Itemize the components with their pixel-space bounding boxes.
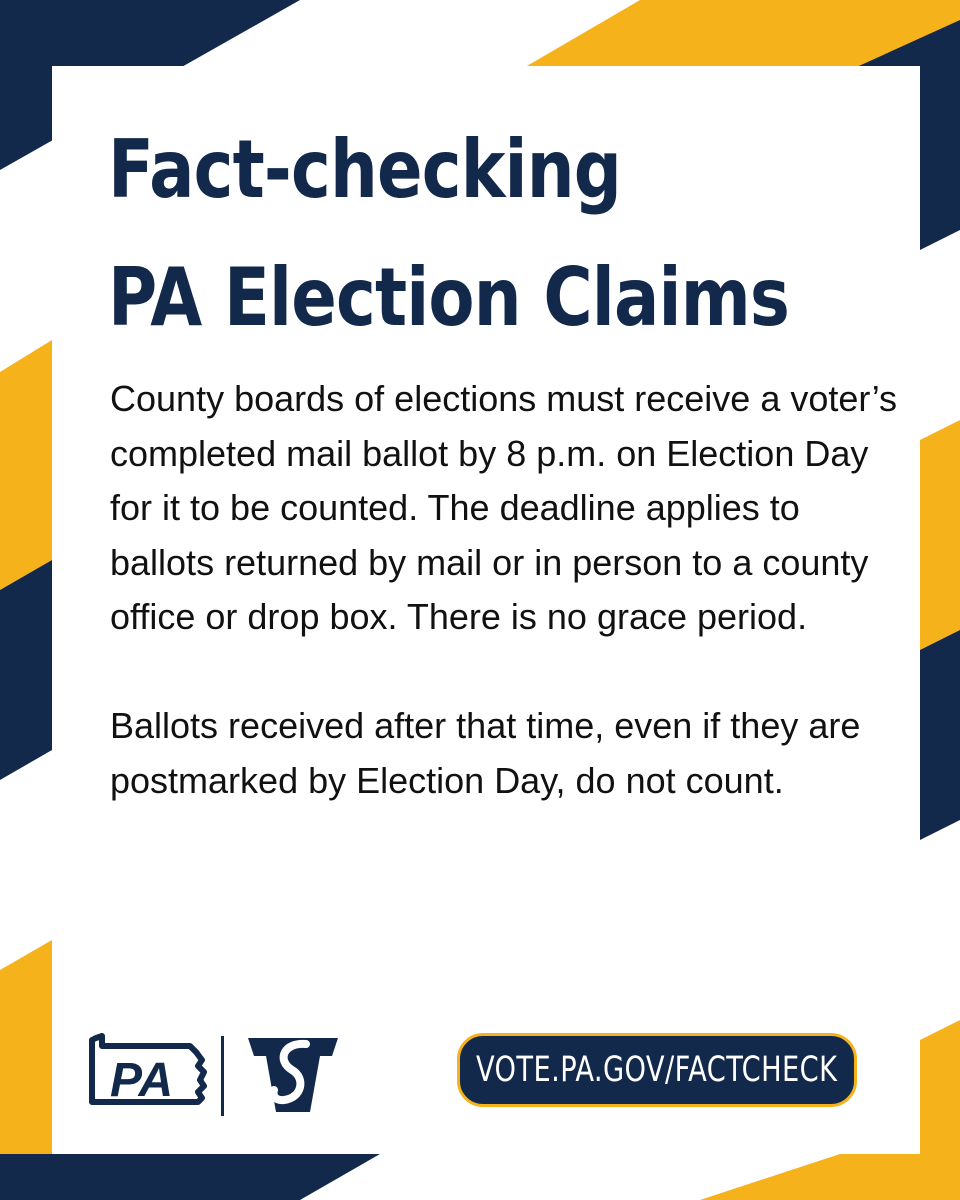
logo-divider xyxy=(221,1036,224,1116)
pa-state-outline-logo xyxy=(92,1036,204,1107)
title-line-2: PA Election Claims xyxy=(108,251,790,344)
body-text xyxy=(110,372,900,808)
factcheck-link-label: VOTE.PA.GOV/FACTCHECK xyxy=(476,1050,838,1090)
stripe-bottom-navy xyxy=(0,1154,380,1200)
stripe-right-gold xyxy=(920,420,960,650)
factcheck-link-button[interactable] xyxy=(457,1033,857,1107)
logos xyxy=(88,1026,348,1116)
pa-logo-text: PA xyxy=(110,1054,174,1107)
stripe-left-navy xyxy=(0,560,52,780)
paragraph-postmark: Ballots received after that time, even if they are postmarked by Election Day, do not count. xyxy=(110,705,861,801)
content-card xyxy=(52,66,920,1154)
paragraph-deadline: County boards of elections must receive a voter’s completed mail ballot by 8 p.m. on Election Day for it to be counted. The deadline applies to ballots returned by mail or in person to a county office or drop box. There is no grace period. xyxy=(110,378,898,637)
title-line-1: Fact-checking xyxy=(108,123,622,216)
page-title xyxy=(108,106,790,362)
keystone-s-logo xyxy=(248,1038,338,1112)
stripe-right-navy xyxy=(920,630,960,840)
stripe-left-gold xyxy=(0,340,52,590)
stripe-bottom-left-gold xyxy=(0,940,52,1154)
